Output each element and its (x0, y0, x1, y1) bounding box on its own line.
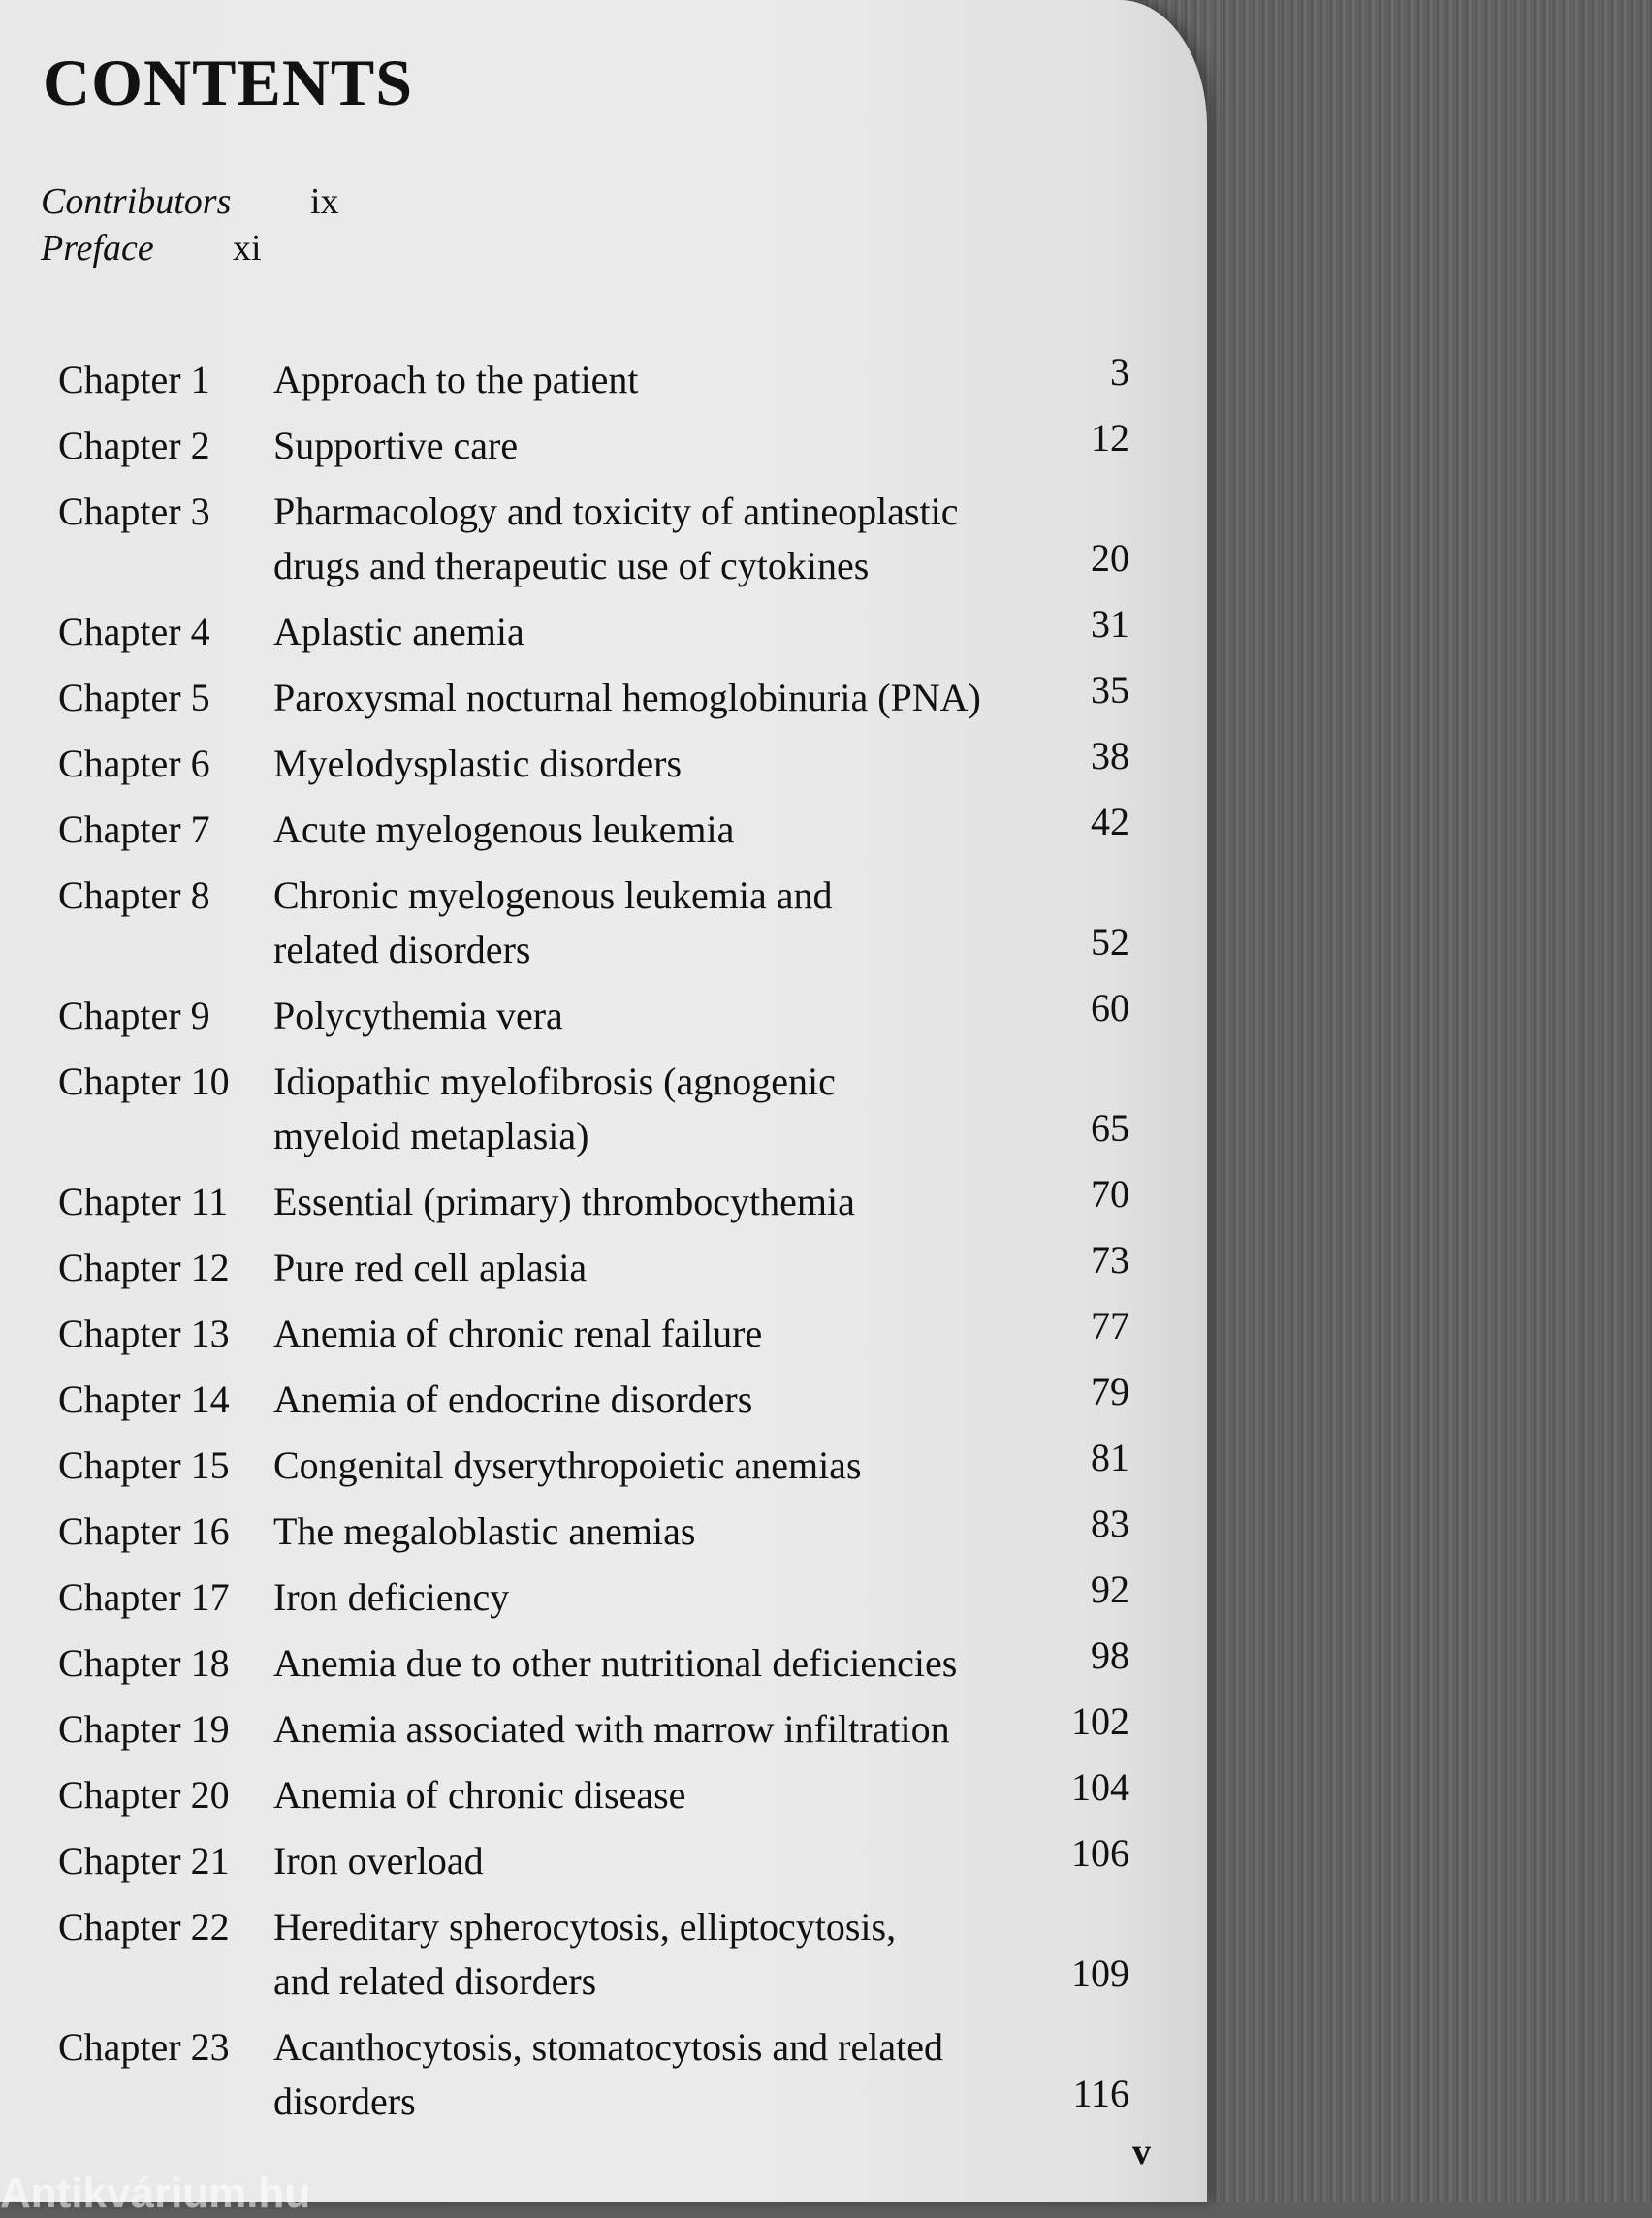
front-matter-contributors (41, 180, 339, 223)
chapter-page-number: 104 (1071, 1765, 1129, 1809)
chapter-number: Chapter 4 (58, 610, 210, 653)
chapter-page-number: 106 (1071, 1831, 1129, 1875)
chapter-title: Anemia associated with marrow infiltration (273, 1707, 950, 1751)
chapter-page-number: 109 (1071, 1951, 1129, 1995)
toc-entry (0, 485, 1207, 593)
toc-entry (0, 869, 1207, 977)
toc-entry (0, 1304, 1207, 1361)
chapter-title: Polycythemia vera (273, 994, 563, 1037)
toc-entry (0, 800, 1207, 857)
chapter-number: Chapter 13 (58, 1312, 230, 1355)
toc-entry (0, 1831, 1207, 1888)
front-matter-page: ix (310, 181, 339, 222)
chapter-number: Chapter 6 (58, 742, 210, 785)
toc-entry (0, 1055, 1207, 1163)
toc-entry (0, 1502, 1207, 1559)
chapter-number: Chapter 8 (58, 873, 210, 917)
chapter-page-number: 92 (1091, 1568, 1129, 1611)
chapter-title: Congenital dyserythropoietic anemias (273, 1443, 862, 1487)
chapter-page-number: 65 (1091, 1106, 1129, 1150)
chapter-title: myeloid metaplasia) (273, 1114, 589, 1157)
chapter-number: Chapter 19 (58, 1707, 230, 1751)
toc-entry (0, 602, 1207, 659)
chapter-page-number: 70 (1091, 1172, 1129, 1216)
chapter-title: Approach to the patient (273, 358, 639, 401)
page-title: CONTENTS (43, 46, 414, 119)
chapter-number: Chapter 7 (58, 808, 210, 851)
chapter-page-number: 12 (1091, 416, 1129, 459)
chapter-number: Chapter 17 (58, 1575, 230, 1619)
toc-entry (0, 2020, 1207, 2129)
chapter-title: Pure red cell aplasia (273, 1246, 588, 1289)
toc-entry (0, 1436, 1207, 1493)
chapter-page-number: 81 (1091, 1436, 1129, 1479)
chapter-title: Anemia of chronic disease (273, 1773, 686, 1817)
page-number: v (1132, 2132, 1151, 2172)
chapter-title: Iron deficiency (273, 1575, 510, 1619)
chapter-title: Myelodysplastic disorders (273, 742, 683, 785)
chapter-number: Chapter 3 (58, 490, 210, 533)
chapter-page-number: 42 (1091, 800, 1129, 843)
chapter-page-number: 38 (1091, 734, 1129, 777)
background-surface (1144, 0, 1652, 2202)
toc-entry (0, 416, 1207, 473)
chapter-page-number: 60 (1091, 986, 1129, 1030)
chapter-title: Pharmacology and toxicity of antineoplastic (273, 490, 959, 533)
chapter-title: The megaloblastic anemias (273, 1509, 696, 1553)
toc-entry (0, 1238, 1207, 1295)
chapter-number: Chapter 23 (58, 2025, 230, 2069)
toc-entry (0, 350, 1207, 407)
chapter-number: Chapter 1 (58, 358, 210, 401)
chapter-title: drugs and therapeutic use of cytokines (273, 544, 870, 587)
chapter-page-number: 31 (1091, 602, 1129, 646)
front-matter-page: xi (233, 228, 262, 269)
chapter-number: Chapter 10 (58, 1060, 230, 1103)
chapter-page-number: 98 (1091, 1633, 1129, 1677)
chapter-title: Anemia of endocrine disorders (273, 1378, 753, 1421)
chapter-title: Iron overload (273, 1839, 484, 1883)
toc-entry (0, 734, 1207, 791)
chapter-number: Chapter 22 (58, 1905, 230, 1949)
chapter-title: Supportive care (273, 424, 519, 467)
toc-entry (0, 1699, 1207, 1757)
toc-entry (0, 986, 1207, 1043)
chapter-title: Anemia of chronic renal failure (273, 1312, 763, 1355)
toc-entry (0, 1765, 1207, 1822)
chapter-number: Chapter 18 (58, 1641, 230, 1685)
toc-entry (0, 668, 1207, 725)
chapter-number: Chapter 11 (58, 1180, 229, 1223)
chapter-number: Chapter 14 (58, 1378, 230, 1421)
chapter-title: Essential (primary) thrombocythemia (273, 1180, 855, 1223)
chapter-title: Idiopathic myelofibrosis (agnogenic (273, 1060, 836, 1103)
chapter-title: Anemia due to other nutritional deficiencies (273, 1641, 958, 1685)
chapter-number: Chapter 15 (58, 1443, 230, 1487)
chapter-number: Chapter 2 (58, 424, 210, 467)
toc-entry (0, 1633, 1207, 1691)
chapter-page-number: 77 (1091, 1304, 1129, 1347)
chapter-number: Chapter 20 (58, 1773, 230, 1817)
chapter-title: Acute myelogenous leukemia (273, 808, 735, 851)
chapter-number: Chapter 16 (58, 1509, 230, 1553)
front-matter-label: Contributors (41, 181, 232, 222)
chapter-page-number: 83 (1091, 1502, 1129, 1545)
chapter-title: Hereditary spherocytosis, elliptocytosis, (273, 1905, 897, 1949)
chapter-number: Chapter 12 (58, 1246, 230, 1289)
chapter-page-number: 73 (1091, 1238, 1129, 1282)
chapter-title: related disorders (273, 928, 531, 971)
chapter-number: Chapter 5 (58, 676, 210, 719)
chapter-page-number: 116 (1072, 2072, 1129, 2115)
chapter-title: Acanthocytosis, stomatocytosis and related (273, 2025, 943, 2069)
chapter-page-number: 35 (1091, 668, 1129, 712)
chapter-number: Chapter 21 (58, 1839, 230, 1883)
chapter-page-number: 20 (1091, 536, 1129, 580)
toc-entry (0, 1900, 1207, 2009)
chapter-title: Chronic myelogenous leukemia and (273, 873, 833, 917)
chapter-page-number: 102 (1071, 1699, 1129, 1743)
chapter-page-number: 52 (1091, 920, 1129, 964)
chapter-title: and related disorders (273, 1959, 597, 2003)
front-matter-preface (41, 227, 262, 269)
watermark-text: Antikvárium.hu (0, 2170, 311, 2217)
chapter-title: Aplastic anemia (273, 610, 524, 653)
chapter-title: Paroxysmal nocturnal hemoglobinuria (PNA) (273, 676, 981, 719)
chapter-title: disorders (273, 2079, 416, 2123)
front-matter-label: Preface (41, 228, 154, 269)
chapter-number: Chapter 9 (58, 994, 210, 1037)
chapter-page-number: 3 (1110, 350, 1129, 394)
chapter-page-number: 79 (1091, 1370, 1129, 1413)
toc-entry (0, 1570, 1207, 1625)
toc-entry (0, 1172, 1207, 1229)
toc-entry (0, 1370, 1207, 1427)
